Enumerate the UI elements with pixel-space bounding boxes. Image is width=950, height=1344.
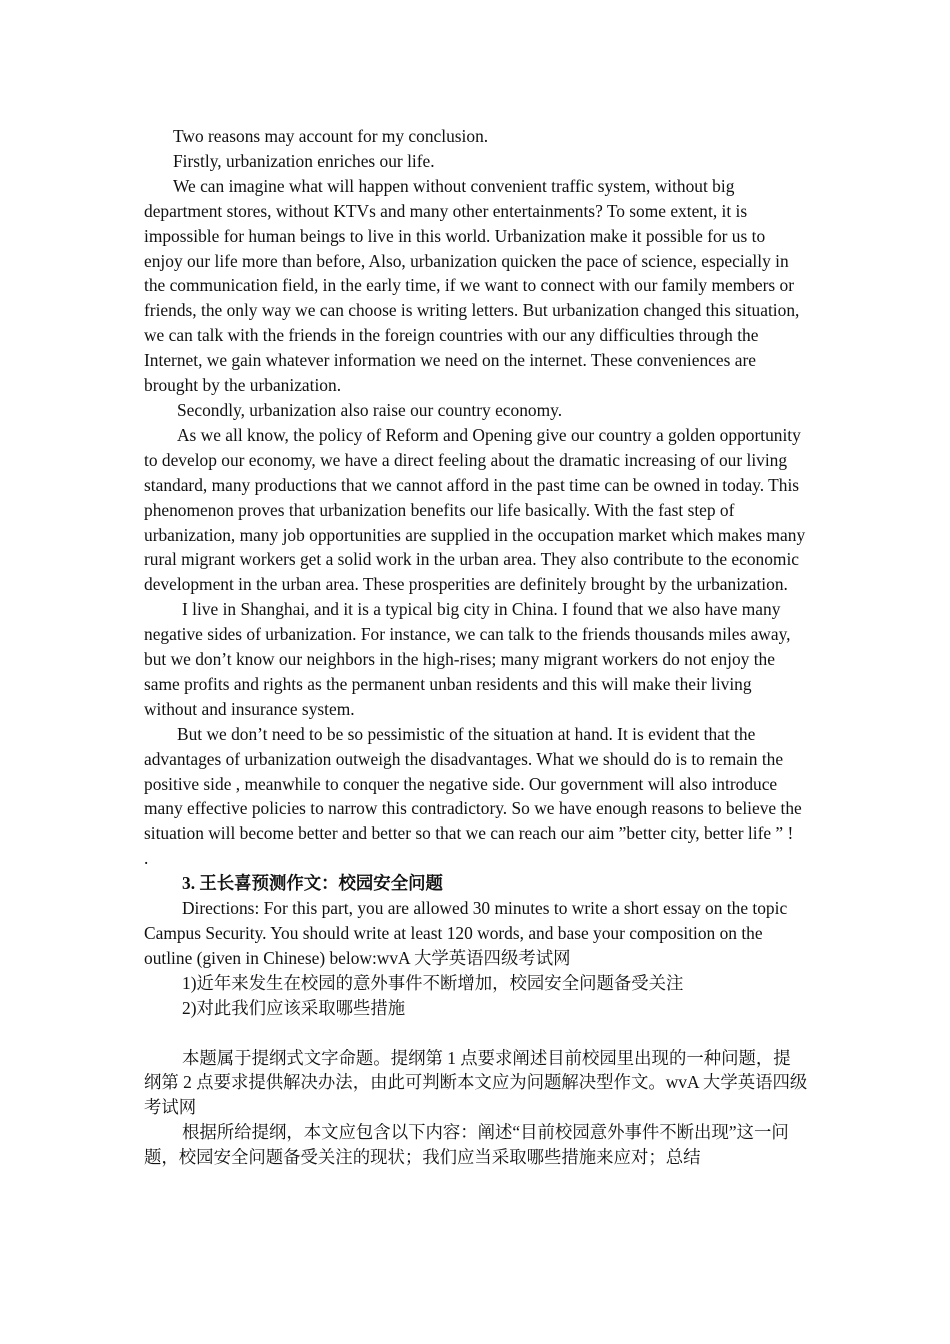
- section-heading: 3. 王长喜预测作文：校园安全问题: [182, 873, 443, 894]
- paragraph-firstly: Firstly, urbanization enriches our life.: [173, 150, 435, 171]
- paragraph-analysis-1: 本题属于提纲式文字命题。提纲第 1 点要求阐述目前校园里出现的一种问题，提纲第 2 点要求提供解决办法，由此可判断本文应为问题解决型作文。wvA 大学英语四级考试网: [144, 1047, 808, 1118]
- document-body: [144, 124, 808, 1170]
- paragraph-dot: .: [144, 848, 149, 869]
- paragraph-analysis-2: 根据所给提纲，本文应包含以下内容：阐述“目前校园意外事件不断出现”这一问题，校园安全问题备受关注的现状；我们应当采取哪些措施来应对；总结: [144, 1122, 789, 1168]
- blank-line: [144, 1021, 808, 1046]
- paragraph-shanghai: I live in Shanghai, and it is a typical big city in China. I found that we also have many negative sides of urbanization. For instance, we can talk to the friends thousands miles away, but we don’t know our neighbors in the high-rises; many migrant workers do not enjoy the same profits and rights as the permanent unban residents and this will make their living without and insurance system.: [144, 599, 791, 719]
- paragraph-conclusion: But we don’t need to be so pessimistic of the situation at hand. It is evident that the advantages of urbanization outweigh the disadvantages. What we should do is to remain the positive side , meanwhile to conquer the negative side. Our government will also introduce many effective policies to narrow this contradictory. So we have enough reasons to believe the situation will become better and better so that we can reach our aim ”better city, better life ” !: [144, 723, 802, 844]
- paragraph-secondly: Secondly, urbanization also raise our country economy.: [177, 399, 563, 420]
- paragraph-directions: Directions: For this part, you are allowed 30 minutes to write a short essay on the topic Campus Security. You should write at least 120 words, and base your composition on the outline (given in Chinese) below:wvA 大学英语四级考试网: [144, 898, 788, 968]
- paragraph-enriches-life: We can imagine what will happen without convenient traffic system, without big department stores, without KTVs and many other entertainments? To some extent, it is impossible for human beings to live in this world. Urbanization make it possible for us to enjoy our life more than before, Also, urbanization quicken the pace of science, especially in the communication field, in the early time, if we want to connect with our family members or friends, the only way we can choose is writing letters. But urbanization changed this situation, we can talk with the friends in the foreign countries with our any difficulties through the Internet, we gain whatever information we need on the internet. These conveniences are brought by the urbanization.: [144, 175, 800, 396]
- outline-item-2: 2)对此我们应该采取哪些措施: [182, 997, 406, 1018]
- paragraph-economy: As we all know, the policy of Reform and Opening give our country a golden opportunity to develop our economy, we have a direct feeling about the dramatic increasing of our living standard, many productions that we cannot afford in the past time can be owned in today. This phenomenon proves that urbanization benefits our life basically. With the fast step of urbanization, many job opportunities are supplied in the occupation market which makes many rural migrant workers get a solid work in the urban area. They also contribute to the economic development in the urban area. These prosperities are definitely brought by the urbanization.: [144, 424, 806, 595]
- outline-item-1: 1)近年来发生在校园的意外事件不断增加，校园安全问题备受关注: [182, 972, 684, 993]
- paragraph-reasons: Two reasons may account for my conclusion.: [173, 126, 489, 146]
